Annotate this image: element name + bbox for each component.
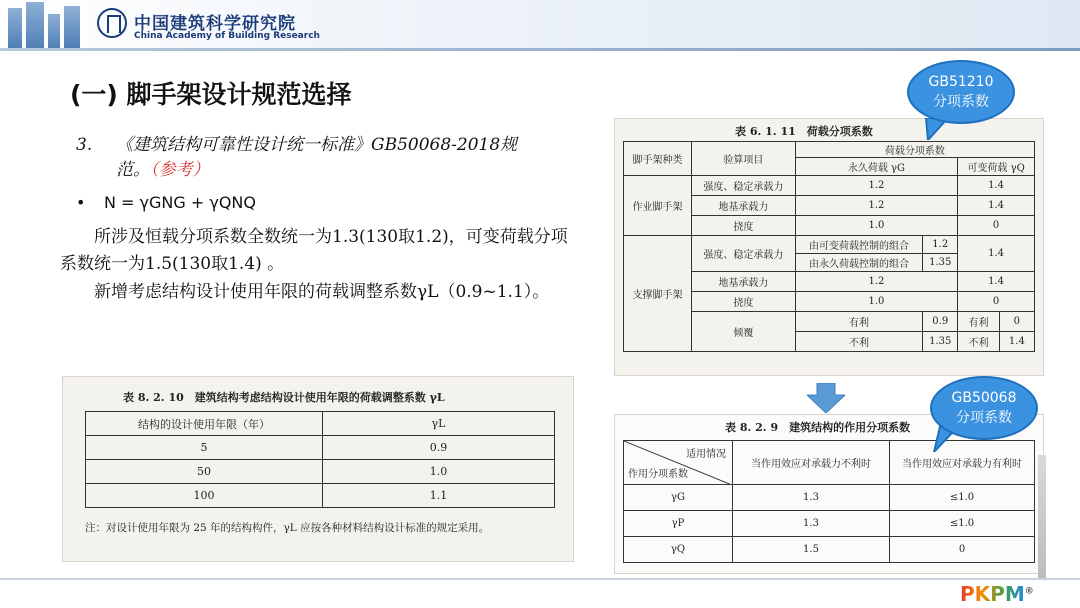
org-name-en: China Academy of Building Research bbox=[134, 31, 320, 41]
table-row: γQ 1.5 0 bbox=[624, 537, 1035, 563]
callout-line: 分项系数 bbox=[956, 410, 1012, 426]
table-row: 地基承载力 1.2 1.4 bbox=[624, 272, 1035, 292]
callout-gb50068 bbox=[930, 376, 1038, 440]
table-header: 结构的设计使用年限（年） bbox=[86, 412, 323, 436]
callout-line: 分项系数 bbox=[933, 94, 989, 110]
table-row: 作业脚手架 强度、稳定承载力 1.2 1.4 bbox=[624, 176, 1035, 196]
brand-name: PKPM bbox=[960, 582, 1025, 606]
org-name-cn: 中国建筑科学研究院 bbox=[134, 14, 296, 34]
list-item-3 bbox=[76, 133, 546, 183]
table-note: 注：对设计使用年限为 25 年的结构构件，γL 应按各种材料结构设计标准的规定采用。 bbox=[85, 522, 490, 534]
footer-divider bbox=[0, 578, 1080, 580]
table-header: 验算项目 bbox=[691, 142, 795, 176]
building-graphic bbox=[26, 2, 44, 48]
tower-graphic bbox=[1038, 455, 1046, 580]
table-row: 由永久荷载控制的组合 1.35 bbox=[624, 254, 1035, 272]
building-graphic bbox=[64, 6, 80, 48]
table-8210 bbox=[85, 411, 555, 508]
header-band bbox=[0, 0, 1080, 48]
load-formula: N = γGNG + γQNQ bbox=[104, 193, 256, 212]
callout-line: GB50068 bbox=[951, 390, 1017, 406]
diagonal-header-cell bbox=[624, 441, 733, 485]
table-611-photo bbox=[614, 118, 1044, 376]
table-611-caption: 表 6. 1. 11 荷载分项系数 bbox=[735, 125, 873, 138]
slide-title: (一) 脚手架设计规范选择 bbox=[70, 80, 352, 109]
table-row: 倾覆 有利 0.9 有利 0 bbox=[624, 312, 1035, 332]
table-header: 当作用效应对承载力不利时 bbox=[733, 441, 890, 485]
reference-tag: （参考） bbox=[150, 160, 210, 180]
table-row: γP 1.3 ≤1.0 bbox=[624, 511, 1035, 537]
brand-logo bbox=[960, 582, 1034, 606]
table-header: 荷载分项系数 bbox=[795, 142, 1034, 158]
table-row: 100 1.1 bbox=[86, 484, 555, 508]
table-row: 地基承载力 1.2 1.4 bbox=[624, 196, 1035, 216]
table-row: 支撑脚手架 强度、稳定承载力 由可变荷载控制的组合 1.2 1.4 bbox=[624, 236, 1035, 254]
bullet-icon: • bbox=[76, 193, 86, 212]
registered-mark: ® bbox=[1024, 586, 1034, 597]
paragraph-adjustment-factor: 新增考虑结构设计使用年限的荷载调整系数γL（0.9~1.1）。 bbox=[94, 282, 550, 302]
table-611 bbox=[623, 141, 1035, 352]
table-row: 50 1.0 bbox=[86, 460, 555, 484]
standard-reference: 《建筑结构可靠性设计统一标准》GB50068-2018规范。 bbox=[116, 135, 518, 180]
table-header: 适用情况 bbox=[686, 449, 726, 460]
table-header: γL bbox=[323, 412, 555, 436]
table-header: 脚手架种类 bbox=[624, 142, 692, 176]
table-829 bbox=[623, 440, 1035, 563]
table-row: 5 0.9 bbox=[86, 436, 555, 460]
table-829-caption: 表 8. 2. 9 建筑结构的作用分项系数 bbox=[725, 421, 911, 434]
formula-line bbox=[76, 193, 256, 212]
table-row: 挠度 1.0 0 bbox=[624, 292, 1035, 312]
table-8210-caption: 表 8. 2. 10 建筑结构考虑结构设计使用年限的荷载调整系数 γL bbox=[123, 391, 445, 404]
table-header: 可变荷载 γQ bbox=[958, 158, 1035, 176]
table-header: 作用分项系数 bbox=[628, 469, 688, 480]
callout-gb51210 bbox=[907, 60, 1015, 124]
table-row: 不利 1.35 不利 1.4 bbox=[624, 332, 1035, 352]
table-row: 挠度 1.0 0 bbox=[624, 216, 1035, 236]
table-header: 永久荷载 γG bbox=[795, 158, 957, 176]
building-graphic bbox=[48, 14, 60, 48]
building-graphic bbox=[8, 8, 22, 48]
table-row: γG 1.3 ≤1.0 bbox=[624, 485, 1035, 511]
paragraph-partial-factors: 所涉及恒载分项系数全数统一为1.3(130取1.2)，可变荷载分项系数统一为1.5(130取1.4) 。 bbox=[60, 227, 568, 274]
table-8210-photo bbox=[62, 376, 574, 562]
header-divider bbox=[0, 48, 1080, 51]
arrow-down-icon bbox=[807, 383, 845, 413]
org-logo-icon bbox=[97, 8, 127, 38]
callout-line: GB51210 bbox=[928, 74, 994, 90]
table-header: 当作用效应对承载力有利时 bbox=[890, 441, 1035, 485]
list-item-number: 3. bbox=[76, 135, 93, 155]
